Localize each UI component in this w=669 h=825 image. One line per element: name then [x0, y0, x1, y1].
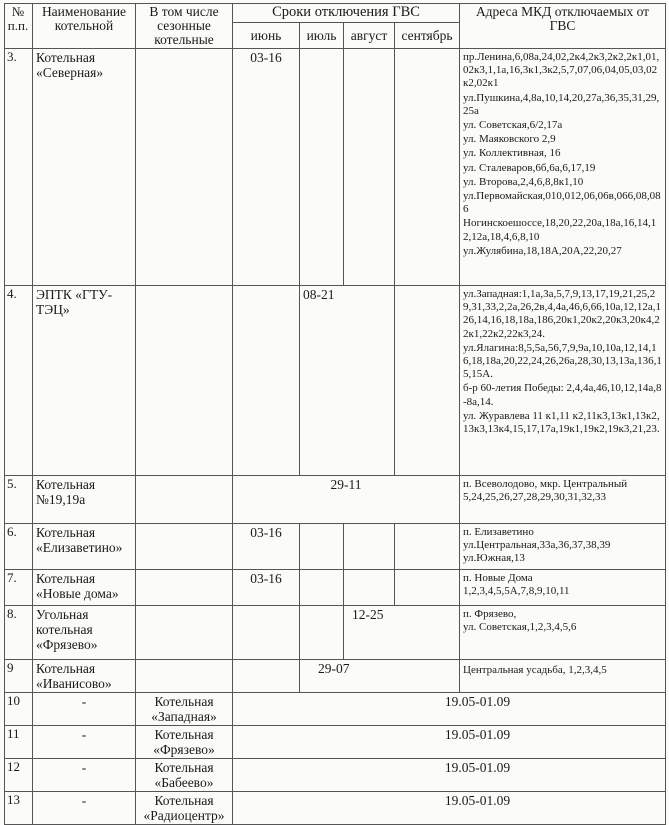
table-row — [5, 606, 666, 660]
address-line: б-р 60-летия Победы: 2,4,4а,46,10,12,14а,8-8а,14. — [463, 382, 662, 408]
table-row — [5, 759, 666, 792]
hot-water-outage-table — [4, 3, 666, 825]
seasonal-cell — [136, 476, 233, 524]
seasonal-cell — [136, 49, 233, 286]
address-line: ул.Южная,13 — [463, 552, 525, 565]
empty-month-cell — [395, 49, 460, 286]
header-month-september: сентябрь — [395, 23, 460, 49]
seasonal-cell — [136, 524, 233, 570]
seasonal-cell — [136, 286, 233, 476]
address-cell — [460, 49, 666, 286]
empty-month-cell — [233, 606, 300, 660]
outage-period: 03-16 — [233, 570, 300, 606]
address-line: ул. Сталеваров,6б,6а,6,17,19 — [463, 161, 596, 174]
seasonal-boiler-name: Котельная «Фрязево» — [136, 726, 233, 759]
empty-month-cell — [233, 660, 300, 693]
address-cell — [460, 660, 666, 693]
address-line: ул. Коллективная, 16 — [463, 147, 561, 160]
seasonal-cell — [136, 606, 233, 660]
empty-month-cell — [344, 524, 395, 570]
header-num: № п.п. — [5, 4, 33, 49]
row-number: 5. — [5, 476, 33, 524]
address-line: п. Елизаветино — [463, 526, 534, 538]
address-cell — [460, 476, 666, 524]
empty-month-cell — [395, 524, 460, 570]
header-period: Сроки отключения ГВС — [233, 4, 460, 23]
address-line: п. Новые Дома — [463, 572, 533, 584]
boiler-name: Котельная «Северная» — [33, 49, 136, 286]
table-row — [5, 286, 666, 476]
seasonal-boiler-name: Котельная «Радиоцентр» — [136, 792, 233, 825]
row-number: 7. — [5, 570, 33, 606]
outage-period: 03-16 — [233, 49, 300, 286]
address-line: ул. Советская,1,2,3,4,5,6 — [463, 621, 577, 634]
address-cell — [460, 570, 666, 606]
table-row — [5, 726, 666, 759]
seasonal-cell — [136, 660, 233, 693]
header-name: Наименование котельной — [33, 4, 136, 49]
outage-period: 03-16 — [233, 524, 300, 570]
outage-period: 19.05-01.09 — [233, 792, 666, 825]
header-row — [5, 4, 666, 23]
boiler-name: Котельная «Иванисово» — [33, 660, 136, 693]
boiler-name: Котельная «Елизаветино» — [33, 524, 136, 570]
row-number: 3. — [5, 49, 33, 286]
seasonal-boiler-name: Котельная «Бабеево» — [136, 759, 233, 792]
address-line: ул.Центральная,33а,36,37,38,39 — [463, 539, 611, 552]
table-row — [5, 660, 666, 693]
table-row — [5, 792, 666, 825]
row-number: 8. — [5, 606, 33, 660]
empty-month-cell — [395, 570, 460, 606]
outage-period: 29-11 — [233, 476, 460, 524]
address-line: Центральная усадьба, 1,2,3,4,5 — [463, 664, 607, 676]
outage-period: 19.05-01.09 — [233, 693, 666, 726]
boiler-name: - — [33, 693, 136, 726]
address-line: п. Фрязево, — [463, 608, 517, 620]
address-cell — [460, 524, 666, 570]
outage-period: 29-07 — [300, 660, 460, 693]
header-month-july: июль — [300, 23, 344, 49]
table-row — [5, 49, 666, 286]
boiler-name: - — [33, 792, 136, 825]
empty-month-cell — [233, 286, 300, 476]
outage-period: 19.05-01.09 — [233, 759, 666, 792]
boiler-name: - — [33, 726, 136, 759]
address-line: 1,2,3,4,5,5А,7,8,9,10,11 — [463, 585, 570, 598]
header-month-june: июнь — [233, 23, 300, 49]
address-line: Ногинскоешоссе,18,20,22,20а,18а,16,14,12,12а,18,4,6,8,10 — [463, 217, 657, 243]
address-cell — [460, 606, 666, 660]
address-line: 5,24,25,26,27,28,29,30,31,32,33 — [463, 491, 607, 504]
empty-month-cell — [300, 606, 344, 660]
boiler-name: Котельная №19,19а — [33, 476, 136, 524]
table-row — [5, 693, 666, 726]
empty-month-cell — [300, 49, 344, 286]
address-line: ул.Первомайская,010,012,06,06в,066,08,086 — [463, 190, 661, 216]
empty-month-cell — [344, 570, 395, 606]
empty-month-cell — [395, 286, 460, 476]
row-number: 10 — [5, 693, 33, 726]
empty-month-cell — [344, 49, 395, 286]
table-row — [5, 570, 666, 606]
row-number: 4. — [5, 286, 33, 476]
outage-period: 19.05-01.09 — [233, 726, 666, 759]
boiler-name: - — [33, 759, 136, 792]
row-number: 13 — [5, 792, 33, 825]
table-row — [5, 476, 666, 524]
boiler-name: Угольная котельная «Фрязево» — [33, 606, 136, 660]
row-number: 9 — [5, 660, 33, 693]
boiler-name: Котельная «Новые дома» — [33, 570, 136, 606]
address-line: ул. Маяковского 2,9 — [463, 133, 556, 146]
address-line: ул.Ялагина:8,5,5а,56,7,9,9а,10,10а,12,14,16,18,18а,20,22,24,26,26а,28,30,13,13а,136,15,15А. — [463, 341, 662, 381]
address-line: пр.Ленина,6,08а,24,02,2к4,2к3,2к2,2к1,01,02к3,1,1а,16,3к1,3к2,5,7,07,06,04,05,03,02к2,02к1 — [463, 51, 660, 90]
row-number: 11 — [5, 726, 33, 759]
address-line: ул. Журавлева 11 к1,11 к2,11к3,13к1,13к2,13к3,13к4,15,17,17а,19к1,19к2,19к3,21,23. — [463, 409, 660, 436]
header-seasonal: В том числе сезонные котельные — [136, 4, 233, 49]
address-cell — [460, 286, 666, 476]
outage-period: 12-25 — [344, 606, 460, 660]
seasonal-cell — [136, 570, 233, 606]
header-address: Адреса МКД отключаемых от ГВС — [460, 4, 666, 49]
address-line: п. Всеволодово, мкр. Центральный — [463, 478, 628, 490]
empty-month-cell — [300, 570, 344, 606]
empty-month-cell — [300, 524, 344, 570]
outage-period: 08-21 — [300, 286, 395, 476]
address-line: ул.Западная:1,1а,3а,5,7,9,13,17,19,21,25,29,31,33,2,2а,26,2в,4,4а,46,6,66,10а,12,12а,126,14,16,18,18а,186,20к1,20к2,20к3,20к4,22к1,22к2,22к3,24. — [463, 288, 661, 340]
address-line: ул. Советская,6/2,17а — [463, 119, 563, 132]
address-line: ул.Жулябина,18,18А,20А,22,20,27 — [463, 244, 622, 257]
seasonal-boiler-name: Котельная «Западная» — [136, 693, 233, 726]
boiler-name: ЭПТК «ГТУ-ТЭЦ» — [33, 286, 136, 476]
row-number: 12 — [5, 759, 33, 792]
table-row — [5, 524, 666, 570]
address-line: ул.Пушкина,4,8а,10,14,20,27а,36,35,31,29,25а — [463, 91, 660, 117]
header-month-august: август — [344, 23, 395, 49]
address-line: ул. Второва,2,4,6,8,8к1,10 — [463, 175, 584, 188]
row-number: 6. — [5, 524, 33, 570]
